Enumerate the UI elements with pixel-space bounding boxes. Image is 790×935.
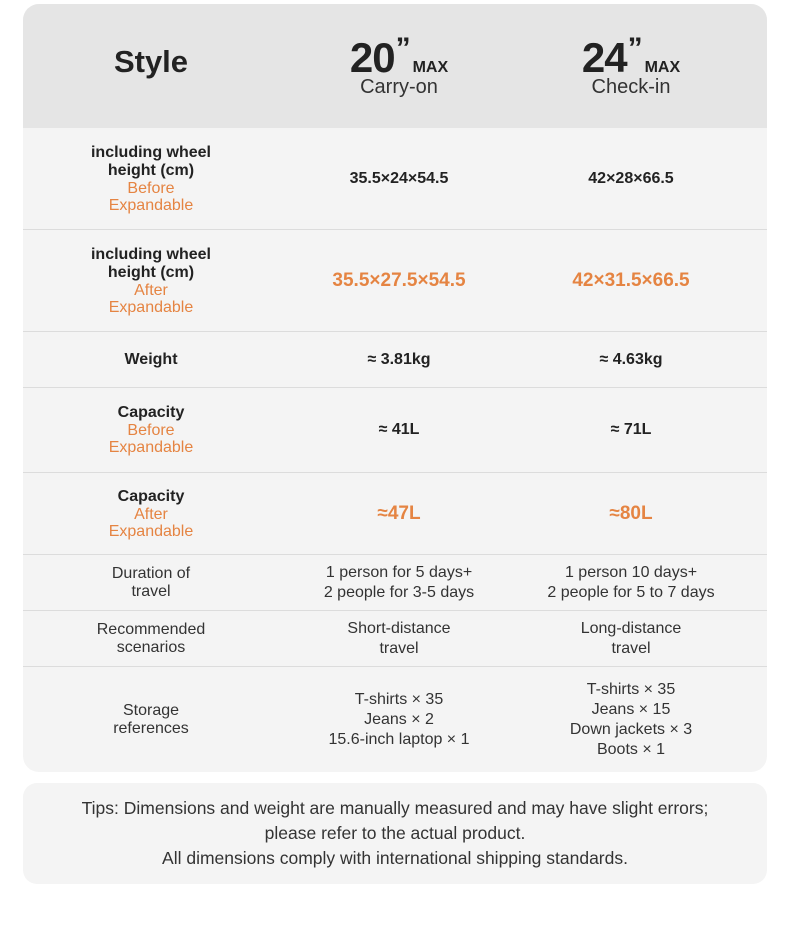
value-20 [279,563,519,603]
value-24-line: Down jackets × 3 [569,720,693,738]
value-24-text: ≈ 71L [610,421,652,438]
row-label [23,404,279,456]
value-20-text: ≈ 41L [378,421,420,438]
value-24 [519,503,743,525]
size-24-max: MAX [644,59,681,76]
value-24 [519,270,743,292]
value-24-line: travel [611,639,651,657]
row-label [23,351,279,369]
size-24-number: 24 [581,34,627,81]
value-20 [279,619,519,659]
value-20-line: T-shirts × 35 [354,690,444,708]
table-row [23,332,767,387]
value-24-line: Boots × 1 [596,740,666,758]
value-20-text: ≈47L [377,502,421,524]
value-20 [279,690,519,750]
tips-box [23,783,767,884]
value-20-text: ≈ 3.81kg [367,350,431,368]
table-header [23,4,767,128]
value-20 [279,351,519,369]
row-label-sub: Before Expandable [108,179,194,214]
tips-line: All dimensions comply with international shipping standards. [162,848,628,868]
value-24-text: 42×31.5×66.5 [572,269,690,291]
row-label-sub: After Expandable [108,505,194,540]
row-label-title: Duration of travel [111,564,191,600]
tips-line: please refer to the actual product. [264,823,526,843]
size-24-heading [519,32,743,82]
table-row [23,555,767,610]
row-label-title: Weight [124,350,178,368]
size-20-inch-mark: ” [395,32,411,65]
row-label-title: Capacity [117,404,185,421]
row-label-title: including wheel height (cm) [90,245,211,281]
row-label-title: Recommended scenarios [96,620,206,656]
value-20-line: 1 person for 5 days+ [325,563,473,581]
size-20-max: MAX [412,59,449,76]
table-row [23,611,767,666]
tips-line: Tips: Dimensions and weight are manually measured and may have slight errors; [81,798,709,818]
value-24 [519,619,743,659]
row-label-title: Capacity [117,487,185,505]
value-24 [519,170,743,188]
row-label-sub: Before Expandable [108,422,194,456]
row-label [23,246,279,316]
row-label-title: including wheel height (cm) [90,143,211,179]
value-24-line: Long-distance [580,619,682,637]
row-label [23,702,279,738]
row-label [23,488,279,540]
value-24 [519,680,743,760]
value-24-line: 2 people for 5 to 7 days [547,583,715,601]
size-20-number: 20 [349,34,395,81]
value-24-line: 1 person 10 days+ [564,563,698,581]
value-20-text: 35.5×24×54.5 [349,169,449,187]
row-label [23,621,279,657]
comparison-table [23,4,767,772]
value-20 [279,503,519,525]
value-20-line: 2 people for 3-5 days [323,583,475,601]
value-24-line: T-shirts × 35 [586,680,676,698]
table-row [23,230,767,331]
value-20-line: Jeans × 2 [364,710,434,728]
style-label: Style [113,44,189,79]
value-24 [519,563,743,603]
row-label [23,565,279,601]
table-row [23,128,767,229]
size-24-type: Check-in [591,76,671,98]
value-20 [279,270,519,292]
table-row [23,388,767,472]
value-24 [519,351,743,369]
value-20-line: Short-distance [347,619,451,637]
value-20-line: 15.6-inch laptop × 1 [328,730,470,748]
value-20-line: travel [379,639,419,657]
row-label-sub: After Expandable [108,281,194,316]
table-row [23,473,767,554]
size-20-heading [279,32,519,82]
value-20 [279,421,519,439]
value-24-line: Jeans × 15 [591,700,671,718]
table-row [23,667,767,772]
row-label [23,144,279,214]
value-24-text: ≈ 4.63kg [599,350,663,368]
value-24-text: ≈80L [609,502,653,524]
value-24 [519,421,743,439]
size-24-inch-mark: ” [627,32,643,65]
value-20 [279,170,519,188]
size-20-type: Carry-on [360,76,438,98]
value-20-text: 35.5×27.5×54.5 [332,269,466,291]
value-24-text: 42×28×66.5 [588,169,674,187]
row-label-title: Storage references [113,701,189,737]
